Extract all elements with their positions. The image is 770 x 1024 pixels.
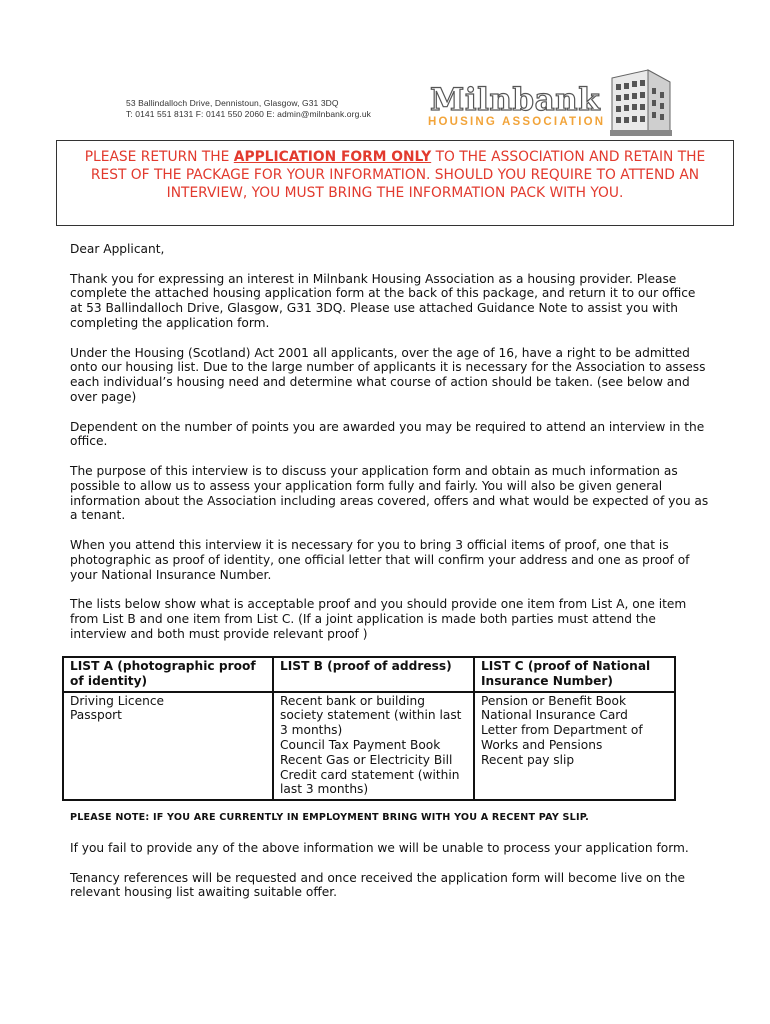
letter-body — [70, 242, 710, 656]
paragraph-references: Tenancy references will be requested and once received the application form will become live on the relevant housing list awaiting suitable offer. — [70, 870, 686, 900]
list-a-items — [63, 692, 273, 801]
list-b-header: LIST B (proof of address) — [273, 657, 474, 692]
paragraph-legislation: Under the Housing (Scotland) Act 2001 all applicants, over the age of 16, have a right to be admitted onto our housing list. Due to the large number of applicants it is necessary for the Association to assess each individual’s housing need and determine what course of action should be taken. (see below and over page) — [70, 345, 706, 404]
list-item: Passport — [70, 708, 122, 723]
notice-emphasis: APPLICATION FORM ONLY — [233, 149, 432, 165]
greeting: Dear Applicant, — [70, 242, 165, 256]
list-item: Council Tax Payment Book — [280, 737, 441, 752]
letterhead — [0, 68, 770, 148]
building-illustration-icon — [608, 68, 674, 138]
contact-line: T: 0141 551 8131 F: 0141 550 2060 E: admin@milnbank.org.uk — [126, 109, 372, 119]
list-item: Recent bank or building society statement (within last 3 months) — [280, 693, 462, 738]
paragraph-lists-intro: The lists below show what is acceptable proof and you should provide one item from List A, one item from List B and one item from List C. (If a joint application is made both parties must attend the interview and both must provide relevant proof ) — [70, 597, 687, 641]
logo-wordmark: Milnbank — [430, 82, 601, 118]
list-item: Letter from Department of Works and Pensions — [481, 723, 643, 752]
address-line: 53 Ballindalloch Drive, Dennistoun, Glasgow, G31 3DQ — [126, 98, 339, 108]
paragraph-points: Dependent on the number of points you are awarded you may be required to attend an interview in the office. — [70, 419, 705, 449]
list-c-items — [474, 692, 675, 801]
paragraph-interview-purpose: The purpose of this interview is to discuss your application form and obtain as much information as possible to allow us to assess your application form fully and fairly. You will also be given general information about the Association including areas covered, offers and what would be expected of you as a tenant. — [70, 463, 709, 523]
list-b-items — [273, 692, 474, 801]
proof-lists-table — [62, 656, 676, 801]
notice-text-start: PLEASE RETURN THE — [84, 149, 234, 165]
list-c-header: LIST C (proof of National Insurance Number) — [474, 657, 675, 692]
logo-subtitle: HOUSING ASSOCIATION — [428, 116, 606, 128]
notice-text-end: TO THE ASSOCIATION AND RETAIN THE REST OF THE PACKAGE FOR YOUR INFORMATION. SHOULD YOU REQUIRE TO ATTEND AN INTERVIEW, YOU MUST BRING THE INFORMATION PACK WITH YOU. — [90, 149, 706, 201]
paragraph-intro: Thank you for expressing an interest in Milnbank Housing Association as a housing provider. Please complete the attached housing application form at the back of this package, and return it to our office at 53 Ballindalloch Drive, Glasgow, G31 3DQ. Please use attached Guidance Note to assist you with completing the application form. — [70, 271, 696, 330]
payslip-note: PLEASE NOTE: IF YOU ARE CURRENTLY IN EMPLOYMENT BRING WITH YOU A RECENT PAY SLIP. — [70, 812, 590, 823]
list-item: Recent Gas or Electricity Bill — [280, 752, 453, 767]
list-item: Credit card statement (within last 3 months) — [280, 767, 460, 797]
return-notice-box — [56, 140, 734, 226]
letter-closing — [70, 841, 710, 915]
paragraph-proof-required: When you attend this interview it is necessary for you to bring 3 official items of proof, one that is photographic as proof of identity, one official letter that will confirm your address and one as proof of your National Insurance Number. — [70, 537, 690, 582]
table-row — [63, 692, 675, 801]
list-item: Recent pay slip — [481, 752, 575, 767]
list-item: Pension or Benefit Book — [481, 693, 627, 708]
paragraph-failure: If you fail to provide any of the above information we will be unable to process your application form. — [70, 841, 689, 855]
list-a-header: LIST A (photographic proof of identity) — [63, 657, 273, 692]
association-logo — [424, 78, 674, 140]
table-header-row — [63, 657, 675, 692]
list-item: National Insurance Card — [481, 708, 628, 723]
list-item: Driving Licence — [70, 693, 165, 708]
address-block — [126, 98, 371, 120]
